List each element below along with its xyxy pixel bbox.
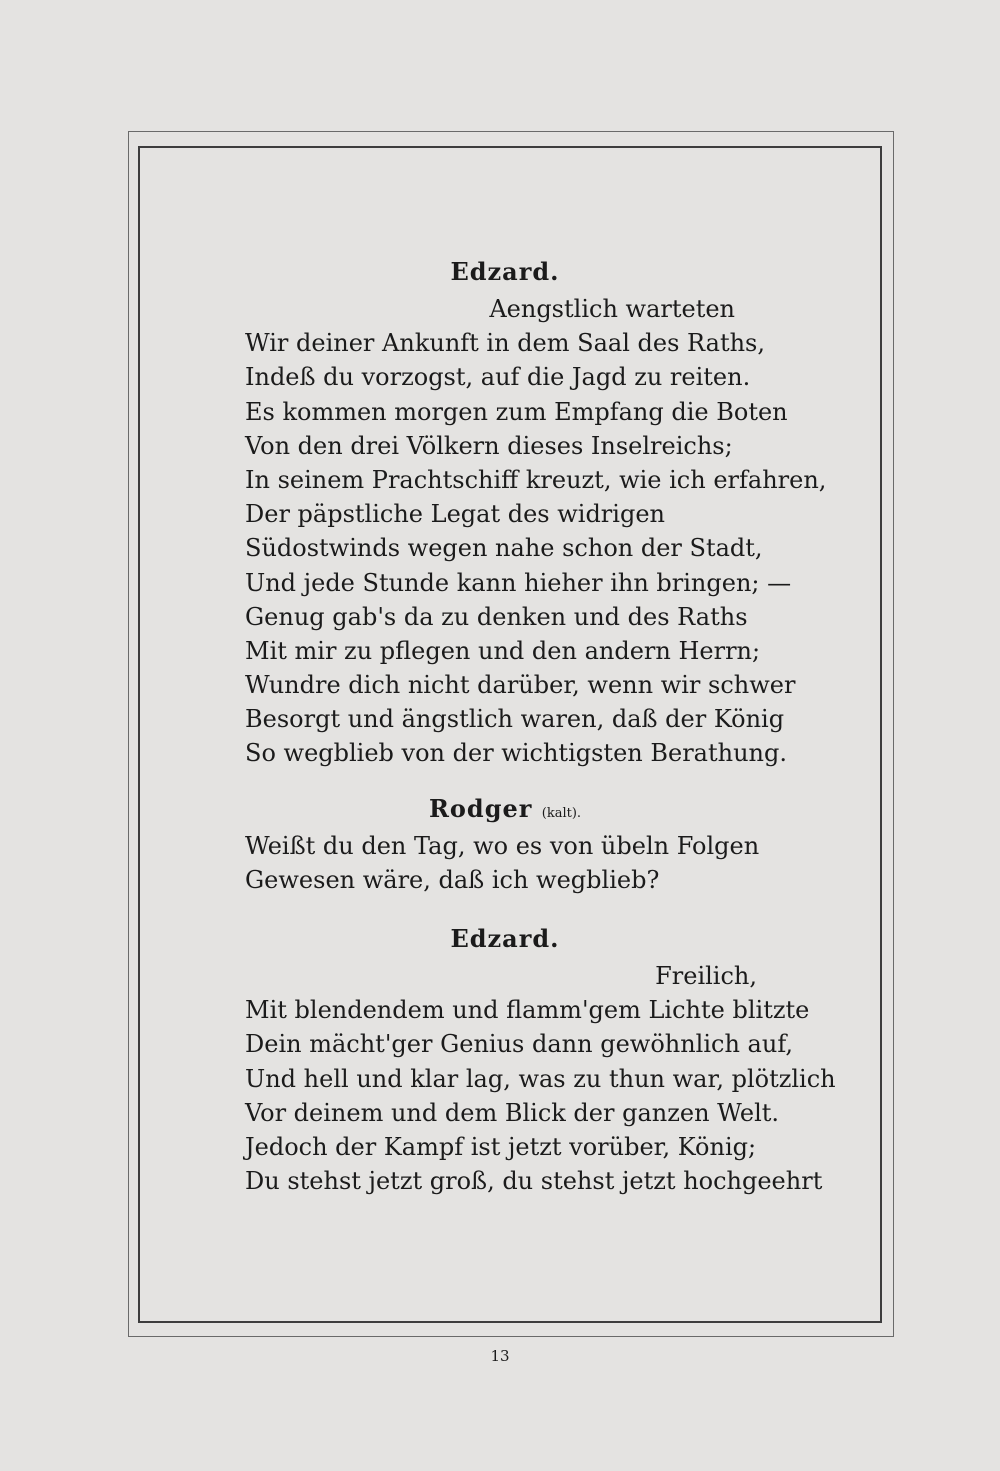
verse-line: Dein mächt'ger Genius dann gewöhnlich auf,	[245, 1030, 793, 1059]
verse-line: Es kommen morgen zum Empfang die Boten	[245, 397, 788, 426]
verse-line: Besorgt und ängstlich waren, daß der König	[245, 705, 785, 734]
verse-line: Von den drei Völkern dieses Inselreichs;	[245, 431, 733, 460]
speaker-name: Edzard.	[450, 257, 560, 286]
verse-line: Weißt du den Tag, wo es von übeln Folgen	[245, 831, 760, 860]
verse-text	[245, 252, 836, 1198]
speaker-name-text: Rodger	[428, 793, 533, 823]
stage-direction: (kalt).	[541, 805, 582, 821]
verse-line: Südostwinds wegen nahe schon der Stadt,	[245, 534, 763, 563]
verse-line: Genug gab's da zu denken und des Raths	[245, 602, 748, 631]
verse-line: Du stehst jetzt groß, du stehst jetzt hochgeehrt	[245, 1167, 823, 1196]
verse-line: Und jede Stunde kann hieher ihn bringen; —	[245, 568, 792, 597]
speaker-name	[245, 789, 765, 829]
verse-line: Aengstlich warteten	[489, 295, 735, 323]
verse-line: So wegblieb von der wichtigsten Berathung.	[245, 739, 787, 768]
verse-line: Und hell und klar lag, was zu thun war, plötzlich	[245, 1064, 836, 1093]
page-number: 13	[490, 1347, 510, 1365]
verse-line: Vor deinem und dem Blick der ganzen Welt.	[245, 1098, 780, 1127]
verse-line: In seinem Prachtschiff kreuzt, wie ich erfahren,	[245, 465, 827, 494]
verse-line: Indeß du vorzogst, auf die Jagd zu reiten.	[245, 363, 751, 392]
verse-line: Jedoch der Kampf ist jetzt vorüber, König;	[245, 1132, 757, 1161]
verse-line: Freilich,	[655, 962, 757, 990]
verse-line: Mit blendendem und flamm'gem Lichte blitzte	[245, 996, 810, 1025]
speaker-name: Edzard.	[450, 924, 560, 953]
verse-line: Gewesen wäre, daß ich wegblieb?	[245, 865, 660, 894]
verse-line: Wundre dich nicht darüber, wenn wir schwer	[245, 671, 796, 700]
verse-line: Mit mir zu pflegen und den andern Herrn;	[245, 636, 761, 665]
verse-line: Wir deiner Ankunft in dem Saal des Raths,	[245, 329, 765, 358]
verse-line: Der päpstliche Legat des widrigen	[245, 500, 665, 529]
